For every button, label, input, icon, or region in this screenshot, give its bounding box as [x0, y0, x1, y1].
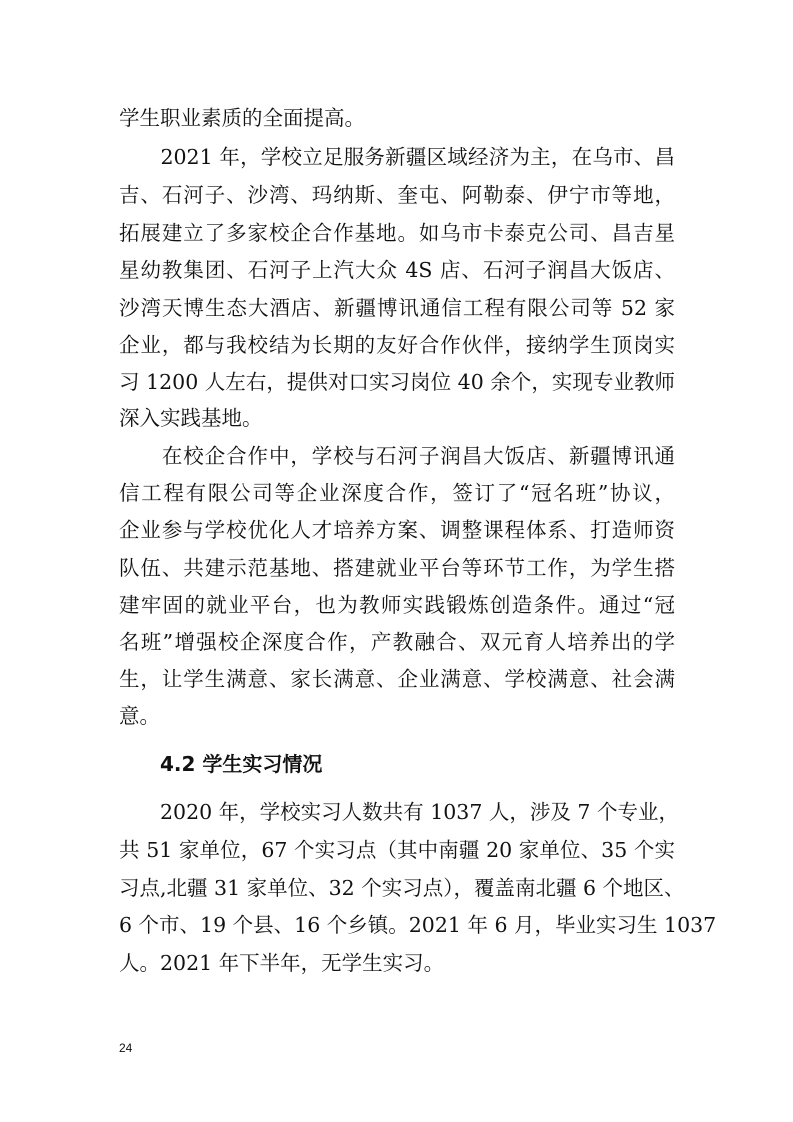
paragraph-line: 企业参与学校优化人才培养方案、调整课程体系、打造师资: [119, 518, 675, 542]
paragraph-line: 企业，都与我校结为长期的友好合作伙伴，接纳学生顶岗实: [119, 333, 675, 357]
paragraph-line: 信工程有限公司等企业深度合作，签订了“冠名班”协议，: [119, 481, 675, 505]
section-heading: 4.2 学生实习情况: [160, 752, 323, 776]
paragraph-line: 吉、石河子、沙湾、玛纳斯、奎屯、阿勒泰、伊宁市等地，: [119, 183, 675, 207]
paragraph-line: 习 1200 人左右，提供对口实习岗位 40 余个，实现专业教师: [119, 370, 675, 394]
paragraph-line: 深入实践基地。: [119, 406, 263, 430]
paragraph-line: 2021 年，学校立足服务新疆区域经济为主，在乌市、昌: [119, 145, 675, 169]
paragraph-line: 人。2021 年下半年，无学生实习。: [119, 951, 445, 975]
paragraph-line: 共 51 家单位，67 个实习点（其中南疆 20 家单位、35 个实: [119, 838, 675, 862]
paragraph-line: 星幼教集团、石河子上汽大众 4S 店、石河子润昌大饭店、: [119, 258, 675, 282]
paragraph-line: 建牢固的就业平台，也为教师实践锻炼创造条件。通过“冠: [119, 593, 675, 617]
paragraph-line: 意。: [119, 704, 160, 728]
paragraph-line: 生，让学生满意、家长满意、企业满意、学校满意、社会满: [119, 667, 675, 691]
paragraph-line: 6 个市、19 个县、16 个乡镇。2021 年 6 月，毕业实习生 1037: [119, 913, 717, 937]
paragraph-line: 习点,北疆 31 家单位、32 个实习点），覆盖南北疆 6 个地区、: [119, 876, 685, 900]
paragraph-line: 学生职业素质的全面提高。: [119, 106, 365, 130]
paragraph-line: 在校企合作中，学校与石河子润昌大饭店、新疆博讯通: [119, 444, 675, 468]
paragraph-line: 拓展建立了多家校企合作基地。如乌市卡泰克公司、昌吉星: [119, 221, 675, 245]
paragraph-line: 名班”增强校企深度合作，产教融合、双元育人培养出的学: [119, 630, 675, 654]
paragraph-line: 沙湾天博生态大酒店、新疆博讯通信工程有限公司等 52 家: [119, 296, 675, 320]
paragraph-line: 队伍、共建示范基地、搭建就业平台等环节工作，为学生搭: [119, 556, 675, 580]
page-number: 24: [119, 1041, 133, 1055]
paragraph-line: 2020 年，学校实习人数共有 1037 人，涉及 7 个专业，: [119, 800, 679, 824]
